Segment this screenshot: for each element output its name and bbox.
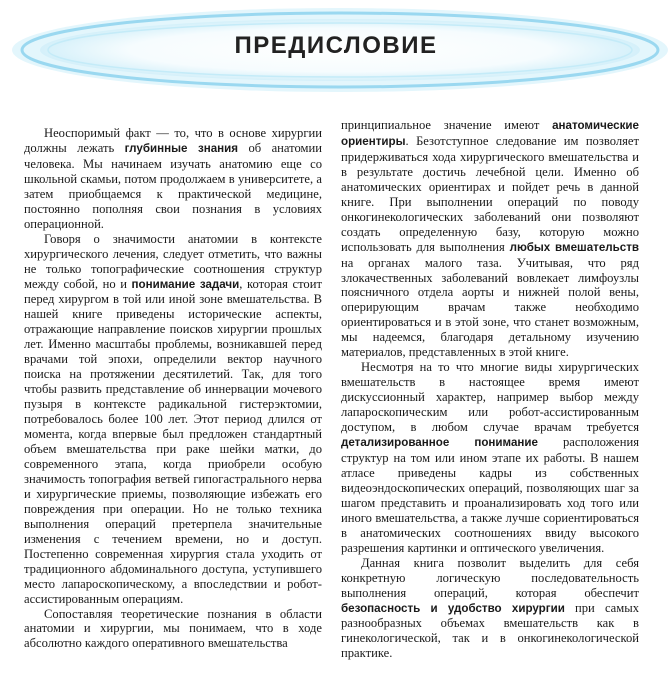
left-column [24,126,322,651]
paragraph: принципиальное значение имеют анатомические ориентиры. Безотступное следование им позволяет придерживаться хода хирургического вмешательства и в результате достичь лечебной цели. Именно об анатомических ориентирах и пойдет речь в данной книге. При выполнении операций по поводу онкогинекологических заболеваний они позволяют создать определенную базу, которую можно использовать для выполнения любых вмешательств на органах малого таза. Учитывая, что ряд злокачественных заболеваний вовлекает лимфоузлы поясничного отдела аорты и нижней полой вены, оперирующим врачам также необходимо ориентироваться и в этой зоне, что станет возможным, мы надеемся, благодаря детальному изучению материалов, представленных в этой книге. [341,118,640,360]
paragraph: Говоря о значимости анатомии в контексте хирургического лечения, следует отметить, что важны не только топографические соотношения структур между собой, но и понимание задачи, которая стоит перед хирургом в той или иной зоне вмешательства. В нашей книге приведены исторические аспекты, отражающие направление поисков хирургии прошлых лет. Именно масштабы проблемы, возникавшей перед врачами той эпохи, определили вектор научного поиска на протяжении десятилетий. Так, для того чтобы развить представление об иннервации мочевого пузыря в контексте радикальной гистерэктомии, потребовалось более 100 лет. Этот период длился от момента, когда впервые был предложен стандартный объем вмешательства при раке шейки матки, до современного этапа, когда приобрели особую значимость топография ветвей гипогастрального нерва и хирургические приемы, позволяющие избежать его повреждения при операции. Но не только техника выполнения операций претерпела значительные изменения с течением времени, но и доступ. Постепенно современная хирургия стала уходить от традиционного абдоминального доступа, уступившего место лапароскопическому, а впоследствии и робот-ассистированным операциям. [24,231,322,606]
right-column [341,118,639,661]
title-banner [0,0,672,100]
page-title: ПРЕДИСЛОВИЕ [234,32,438,59]
paragraph: Несмотря на то что многие виды хирургических вмешательств в настоящее время имеют дискуссионный характер, например выбор между лапароскопическим или робот-ассистированным доступом, в любом случае врачам требуется детализированное понимание расположения структур на том или ином этапе их работы. В нашем атласе приведены кадры из собственных видеоэндоскопических операций, позволяющих шаг за шагом представить и проанализировать ход того или иного вмешательства, а также лучше сориентироваться в анатомических соотношениях ввиду высокого разрешения картинки и оптического увеличения. [341,360,639,555]
paragraph: Сопоставляя теоретические познания в области анатомии и хирургии, мы понимаем, что в ходе абсолютно каждого оперативного вмешательства [24,606,322,651]
paragraph: Неоспоримый факт — то, что в основе хирургии должны лежать глубинные знания об анатомии человека. Мы начинаем изучать анатомию еще со школьной скамьи, потом продолжаем в университете, а затем приобщаемся к практической медицине, постоянно пополняя свои познания в условиях операционной. [24,126,323,231]
paragraph: Данная книга позволит выделить для себя конкретную логическую последовательность выполнения операций, которая обеспечит безопасность и удобство хирургии при самых разнообразных объемах вмешательств как в гинекологической, так и в онкогинекологической практике. [341,555,640,661]
